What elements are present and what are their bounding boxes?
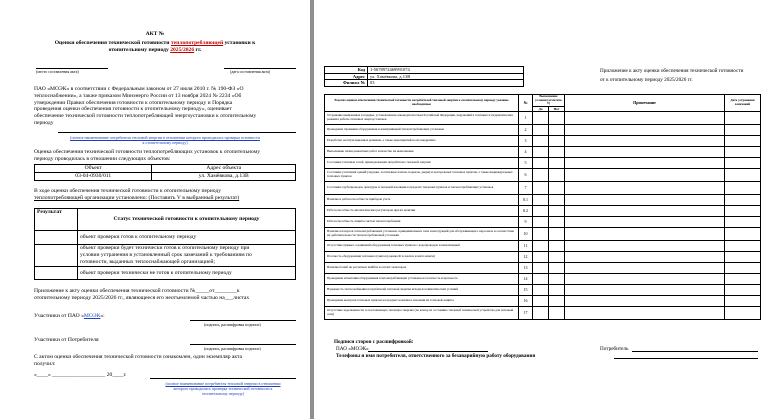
note-cell[interactable]: [565, 111, 725, 124]
criteria-num: 4: [519, 146, 533, 157]
mark-no[interactable]: [549, 124, 565, 135]
note-cell[interactable]: [565, 205, 725, 216]
criteria-text: Состояние утепления зданий (чердаки, лестничные клетки, подвалы, двери) и центральных тепловых пунктов, а также индивидуальных тепловых пунктов: [325, 168, 519, 181]
mark-no[interactable]: [549, 157, 565, 168]
deadline-cell[interactable]: [725, 273, 761, 284]
objects-paragraph: Оценка обеспечения технической готовности теплопотребляющих установок к отопительному периоду проводилась в отношении следующих объектов:: [34, 149, 261, 162]
criteria-row: [325, 251, 761, 262]
criteria-num: 6: [519, 168, 533, 181]
deadline-cell[interactable]: [725, 146, 761, 157]
criteria-text: Плотность оборудования тепловых пунктов (оценка Ф и заключ и инсп.записи): [325, 251, 519, 262]
mark-no[interactable]: [549, 181, 565, 194]
note-cell[interactable]: [565, 216, 725, 227]
deadline-cell[interactable]: [725, 284, 761, 295]
deadline-cell[interactable]: [725, 216, 761, 227]
consumer-name-note: (полное наименование потребителя тепловой энергии в отношении которого проводилась проверка готовности к отопительному периоду): [70, 135, 260, 145]
criteria-num: 9: [519, 216, 533, 227]
objects-header-address: Адрес объекта: [152, 165, 296, 173]
criteria-num: 14: [519, 273, 533, 284]
phones-line: Телефоны и имя потребителя, ответственного за безаварийную работу оборудования: [336, 353, 536, 359]
criteria-row: [325, 306, 761, 319]
criteria-row: [325, 240, 761, 251]
mark-no[interactable]: [549, 194, 565, 205]
mark-no[interactable]: [549, 306, 565, 319]
appendix-page: [314, 0, 768, 419]
signature-moek: ПАО «МОЭК»: [336, 346, 369, 352]
header-no: Нет: [549, 106, 565, 111]
note-cell[interactable]: [565, 251, 725, 262]
objects-header-object: Объект: [35, 165, 152, 173]
address-label: Адрес: [325, 73, 368, 80]
deadline-cell[interactable]: [725, 262, 761, 273]
mark-yes[interactable]: [533, 205, 549, 216]
sign-caption-consumer: (подпись, расшифровка подписи): [204, 346, 261, 351]
mark-no[interactable]: [549, 135, 565, 146]
mark-yes[interactable]: [533, 181, 549, 194]
appendix-title: Приложение к акту оценки обеспечения технической готовности от к отопительному периоду 2025/2026 гг.: [600, 68, 744, 84]
criteria-num: 3: [519, 135, 533, 146]
criteria-text: Отсутствие прямых соединений оборудования тепловых пунктов с водопроводом и канализацией: [325, 240, 519, 251]
criteria-num: 8.1: [519, 194, 533, 205]
results-header-result: Результат: [35, 209, 78, 231]
place-label: (место составления акта): [36, 69, 79, 74]
deadline-cell[interactable]: [725, 227, 761, 240]
criteria-row: [325, 273, 761, 284]
deadline-cell[interactable]: [725, 168, 761, 181]
object-info-table: [324, 66, 524, 87]
deadline-cell[interactable]: [725, 157, 761, 168]
criteria-num: 1: [519, 111, 533, 124]
mark-no[interactable]: [549, 251, 565, 262]
criteria-row: [325, 284, 761, 295]
mark-no[interactable]: [549, 146, 565, 157]
result-checkbox[interactable]: [35, 245, 78, 267]
criteria-row: [325, 146, 761, 157]
criteria-num: 15: [519, 284, 533, 295]
mark-yes[interactable]: [533, 111, 549, 124]
mark-no[interactable]: [549, 168, 565, 181]
criteria-row: [325, 295, 761, 306]
mark-no[interactable]: [549, 284, 565, 295]
criteria-row: [325, 124, 761, 135]
criteria-text: Работоспособность защиты систем теплопотребления: [325, 216, 519, 227]
criteria-text: Надежность теплоснабжения потребителей тепловой энергии исходя из климатических условий: [325, 284, 519, 295]
mark-yes[interactable]: [533, 227, 549, 240]
criteria-text: Состояние трубопроводов, арматуры и тепловой изоляции в пределах тепловых пунктов и теплопотребляющих установок: [325, 181, 519, 194]
address-value: ул. Хамёвкова, д.13В: [368, 73, 524, 80]
date-line: «____» ___________________ 20____г.: [34, 372, 127, 378]
note-cell[interactable]: [565, 273, 725, 284]
criteria-num: 16: [519, 295, 533, 306]
deadline-cell[interactable]: [725, 111, 761, 124]
criteria-text: Проведение контроля тепловых пунктов на предмет наличия и значения их тепловой защиты: [325, 295, 519, 306]
sign-caption-moek: (подпись, расшифровка подписи): [204, 322, 261, 327]
criteria-text: Выполнение плана ремонтных работ и качество их выполнения: [325, 146, 519, 157]
object-code: 03-04-0930/011: [35, 172, 152, 180]
act-page: [0, 0, 310, 419]
criteria-num: 7: [519, 181, 533, 194]
mark-yes[interactable]: [533, 240, 549, 251]
party-consumer: Участники от Потребителя: [34, 337, 99, 343]
criteria-num: 2: [519, 124, 533, 135]
criteria-row: [325, 262, 761, 273]
note-cell[interactable]: [565, 157, 725, 168]
mark-yes[interactable]: [533, 216, 549, 227]
criteria-num: 13: [519, 262, 533, 273]
note-cell[interactable]: [565, 262, 725, 273]
header-note: Примечание: [565, 95, 725, 112]
criteria-text: Разработка эксплуатационных режимов, а также мероприятий по их внедрению: [325, 135, 519, 146]
objects-table: [34, 164, 296, 181]
criteria-row: [325, 216, 761, 227]
deadline-cell[interactable]: [725, 251, 761, 262]
header-yes: Да: [533, 106, 549, 111]
mark-no[interactable]: [549, 262, 565, 273]
mark-no[interactable]: [549, 111, 565, 124]
act-title: АКТ №: [145, 31, 165, 37]
criteria-table: [324, 94, 761, 320]
subtitle-highlight: теплопотребляющей: [170, 40, 224, 46]
header-deadline: Дата устранения замечаний: [725, 95, 761, 112]
deadline-cell[interactable]: [725, 306, 761, 319]
mark-yes[interactable]: [533, 295, 549, 306]
mark-no[interactable]: [549, 205, 565, 216]
date-label: (дата составления акта): [230, 69, 271, 74]
mark-no[interactable]: [549, 227, 565, 240]
mark-yes[interactable]: [533, 135, 549, 146]
criteria-row: [325, 157, 761, 168]
subtitle-year: 2025/2026: [170, 47, 195, 53]
intro-paragraph: ПАО «МОЭК» в соответствии с Федеральным законом от 27 июля 2010 г. № 190-ФЗ «О теплоснабжении», а также приказом Минэнерго России от 13 ноября 2024 № 2234 «Об утверждении Правил обеспечения готовности к отопительному периоду и Порядка проведения оценки обеспечения готовности к отопительному периоду», оценивает обеспечение технической готовности теплопотребляющей энергоустановки к отопительному периоду: [34, 86, 257, 126]
moek-link[interactable]: МОЭК: [83, 313, 101, 319]
mark-yes[interactable]: [533, 262, 549, 273]
note-cell[interactable]: [565, 194, 725, 205]
mark-no[interactable]: [549, 240, 565, 251]
note-cell[interactable]: [565, 306, 725, 319]
mark-no[interactable]: [549, 273, 565, 284]
mark-yes[interactable]: [533, 146, 549, 157]
result-not-ready: объект проверки технически не готов к отопительному периоду: [78, 267, 296, 280]
header-num: №: [519, 95, 533, 112]
mark-no[interactable]: [549, 295, 565, 306]
branch-value: 03: [368, 80, 524, 87]
result-ready: объект проверки готов к отопительному периоду: [78, 231, 296, 245]
note-cell[interactable]: [565, 284, 725, 295]
criteria-row: [325, 168, 761, 181]
criteria-row: [325, 194, 761, 205]
criteria-text: Состояние тепловых сетей, принадлежащих потребителю тепловой энергии: [325, 157, 519, 168]
acknowledgement: С актом оценки обеспечения технической готовности ознакомлен, один экземпляр акта получил:: [34, 354, 243, 367]
criteria-text: Наличие и работоспособность приборов учета: [325, 194, 519, 205]
deadline-cell[interactable]: [725, 124, 761, 135]
code-label: Код: [325, 67, 368, 74]
header-criteria: В целях оценки обеспечения технической готовности потребителей тепловой энергии к отопительному периоду указаны необходимые: [325, 95, 519, 112]
note-cell[interactable]: [565, 168, 725, 181]
deadline-cell[interactable]: [725, 194, 761, 205]
mark-yes[interactable]: [533, 124, 549, 135]
note-cell[interactable]: [565, 295, 725, 306]
criteria-text: Наличие пломб на расчетных шайбах и соплах элеваторов: [325, 262, 519, 273]
deadline-cell[interactable]: [725, 181, 761, 194]
note-cell[interactable]: [565, 146, 725, 157]
consumer-note: (полное наименование потребителя тепловой энергии в отношении которого проводилась проверка технической готовности к отопительному периоду): [165, 381, 281, 396]
deadline-cell[interactable]: [725, 135, 761, 146]
criteria-num: 10: [519, 227, 533, 240]
header-done: Выполнение условия (отметить V): [533, 95, 565, 107]
mark-yes[interactable]: [533, 273, 549, 284]
note-cell[interactable]: [565, 124, 725, 135]
mark-yes[interactable]: [533, 194, 549, 205]
findings-paragraph: В ходе оценки обеспечения технической готовности к отопительному периоду теплопотребляющей организации установлено: (Поставить V в выбранный результат): [34, 188, 240, 201]
party-moek: Участники от ПАО «МОЭК»:: [34, 313, 105, 319]
criteria-text: Устранение выявленных в порядке, установленном законодательством Российской Федерации, нарушений в тепловых и гидравлических режимах работы тепловых энергоустановок: [325, 111, 519, 124]
criteria-num: 17: [519, 306, 533, 319]
act-subtitle: Оценки обеспечения технической готовности теплопотребляющей установки к: [54, 40, 256, 46]
mark-yes[interactable]: [533, 306, 549, 319]
criteria-text: Проведение испытания оборудования теплопотребляющих установок на плотность и прочность: [325, 273, 519, 284]
mark-yes[interactable]: [533, 251, 549, 262]
criteria-text: Наличие паспортов теплопотребляющих установок, принципиальных схем и инструкций для обслуживающего персонала и соответствие их действительности теплопотребляющей установки: [325, 227, 519, 240]
deadline-cell[interactable]: [725, 205, 761, 216]
result-conditional: объект проверки будет технически готов к отопительному периоду при условии устранения в установленный срок замечаний к требованиям по готовности, выданных теплоснабжающей организацией;: [78, 245, 296, 267]
appendix-reference: Приложение к акту оценки обеспечения технической готовности №_____от________к отопительному периоду 2025/2026 гг., являющееся его неотъемлемой частью на___листах: [34, 288, 250, 301]
note-cell[interactable]: [565, 181, 725, 194]
criteria-row: [325, 205, 761, 216]
mark-no[interactable]: [549, 216, 565, 227]
criteria-row: [325, 227, 761, 240]
criteria-text: Проведение промывки оборудования и коммуникаций теплопотребляющих установок: [325, 124, 519, 135]
code-value: 1-5678972469991074: [368, 67, 524, 74]
criteria-row: [325, 135, 761, 146]
branch-label: Филиал №: [325, 80, 368, 87]
note-cell[interactable]: [565, 135, 725, 146]
signature-consumer: Потребитель: [600, 346, 629, 352]
criteria-text: Работоспособность автоматических регуляторов при их наличии: [325, 205, 519, 216]
deadline-cell[interactable]: [725, 240, 761, 251]
criteria-num: 5: [519, 157, 533, 168]
criteria-num: 8.2: [519, 205, 533, 216]
criteria-text: Отсутствие задолженности за поставленную тепловую энергию (по ключу из состоянию тепловой технической устройства для тепловой сети): [325, 306, 519, 319]
note-cell[interactable]: [565, 240, 725, 251]
act-subtitle-line2: отопительному периоду 2025/2026 гг.: [108, 47, 202, 53]
mark-yes[interactable]: [533, 284, 549, 295]
mark-yes[interactable]: [533, 168, 549, 181]
criteria-num: 11: [519, 240, 533, 251]
mark-yes[interactable]: [533, 157, 549, 168]
criteria-num: 12: [519, 251, 533, 262]
result-checkbox[interactable]: [35, 267, 78, 280]
criteria-row: [325, 181, 761, 194]
results-header-status: Статус технической готовности к отопительному периоду: [78, 209, 296, 231]
signatures-title: Подписи сторон с расшифровкой:: [334, 339, 414, 345]
results-table: [34, 208, 296, 280]
deadline-cell[interactable]: [725, 295, 761, 306]
result-checkbox[interactable]: [35, 231, 78, 245]
criteria-row: [325, 111, 761, 124]
note-cell[interactable]: [565, 227, 725, 240]
object-address: ул. Хамёвкова, д.13В: [152, 172, 296, 180]
